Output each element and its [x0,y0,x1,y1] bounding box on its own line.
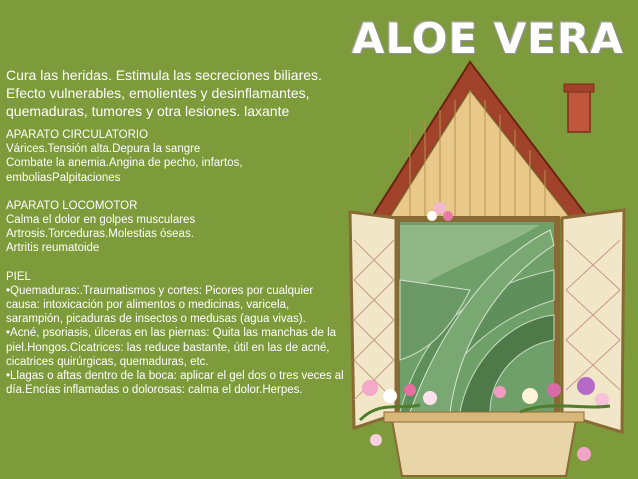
right-shutter [562,210,624,432]
slide-title: ALOE VERA [352,14,624,63]
window-illustration [340,40,635,479]
section-bullet: •Quemaduras:.Traumatismos y cortes: Picores por cualquier causa: intoxicación por alimentos o medicinas, varicela, sarampión, picaduras de insectos o medusas (agua vivas). [6,284,314,326]
section-aparato-locomotor [6,199,346,256]
section-bullet: •Acné, psoriasis, úlceras en las piernas: Quita las manchas de la piel.Hongos.Cicatrices: las reduce bastante, útil en las de acné, cicatrices quirúrgicas, quemaduras, etc. [6,327,337,368]
section-heading: PIEL [6,270,31,283]
section-line: Calma el dolor en golpes musculares [6,214,196,227]
section-heading: APARATO CIRCULATORIO [6,129,149,141]
section-line: Várices.Tensión alta.Depura la sangre [6,143,201,156]
intro-paragraph: Cura las heridas. Estimula las secreciones biliares. Efecto vulnerables, emolientes y desinflamantes, quemaduras, tumores y otra lesiones. laxante [6,67,322,119]
section-line: Artrosis.Torceduras.Molestias óseas. [6,228,194,241]
flower-box [392,420,576,476]
chimney [568,88,590,132]
chimney-cap [564,84,594,92]
window-sill [384,412,584,422]
section-bullet: •Llagas o aftas dentro de la boca: aplicar el gel dos o tres veces al día.Encías inflamadas o dolorosas: calma el dolor.Herpes. [6,370,344,397]
section-line: Artritis reumatoide [6,242,100,255]
text-panel [6,66,346,397]
section-piel [6,270,346,398]
section-heading: APARATO LOCOMOTOR [6,199,138,212]
section-line: Combate la anemia.Angina de pecho, infartos, emboliasPalpitaciones [6,157,243,184]
section-aparato-circulatorio [6,128,346,185]
